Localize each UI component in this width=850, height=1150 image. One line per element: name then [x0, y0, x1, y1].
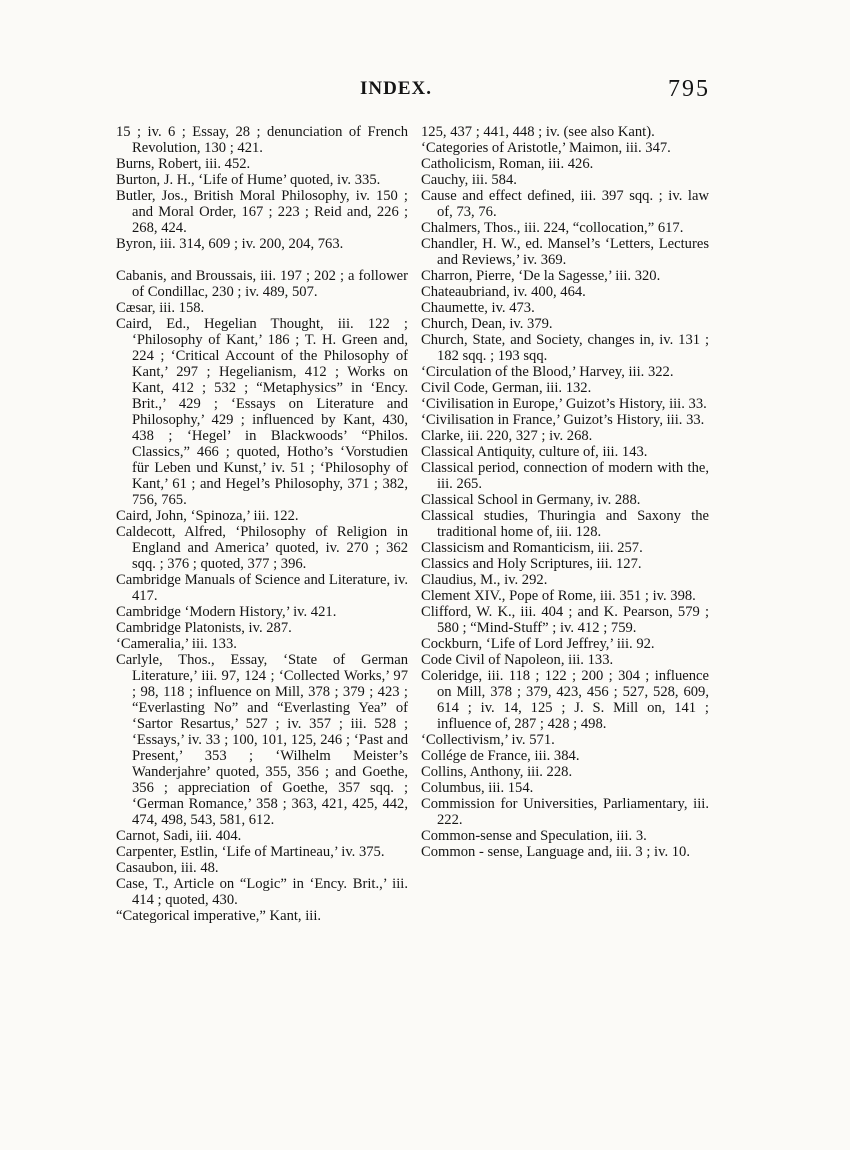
index-entry: Byron, iii. 314, 609 ; iv. 200, 204, 763.	[116, 236, 344, 252]
index-entry: Church, State, and Society, changes in, iv. 131 ; 182 sqq. ; 193 sqq.	[421, 332, 709, 364]
index-entry: Cockburn, ‘Life of Lord Jeffrey,’ iii. 92.	[421, 636, 655, 652]
index-entry: Classicism and Romanticism, iii. 257.	[421, 540, 643, 556]
section-gap	[116, 252, 408, 268]
index-entry: Case, T., Article on “Logic” in ‘Ency. Brit.,’ iii. 414 ; quoted, 430.	[116, 876, 408, 908]
index-entry: ‘Civilisation in France,’ Guizot’s History, iii. 33.	[421, 412, 705, 428]
index-entry: Cambridge Platonists, iv. 287.	[116, 620, 292, 636]
index-entry: Cabanis, and Broussais, iii. 197 ; 202 ; a follower of Condillac, 230 ; iv. 489, 507.	[116, 268, 408, 300]
index-entry: ‘Collectivism,’ iv. 571.	[421, 732, 555, 748]
index-entry: Catholicism, Roman, iii. 426.	[421, 156, 594, 172]
index-entry: Cambridge ‘Modern History,’ iv. 421.	[116, 604, 337, 620]
index-entry: Burns, Robert, iii. 452.	[116, 156, 251, 172]
index-entry: Cæsar, iii. 158.	[116, 300, 205, 316]
index-entry: Commission for Universities, Parliamentary, iii. 222.	[421, 796, 709, 828]
index-entry: ‘Categories of Aristotle,’ Maimon, iii. 347.	[421, 140, 671, 156]
index-entry: Collége de France, iii. 384.	[421, 748, 580, 764]
index-entry: Classical School in Germany, iv. 288.	[421, 492, 641, 508]
index-entry: 125, 437 ; 441, 448 ; iv. (see also Kant).	[421, 124, 655, 140]
page-header	[0, 76, 850, 106]
index-column-left	[116, 124, 408, 924]
index-entry: Common-sense and Speculation, iii. 3.	[421, 828, 647, 844]
index-entry: Code Civil of Napoleon, iii. 133.	[421, 652, 614, 668]
index-entry: Columbus, iii. 154.	[421, 780, 534, 796]
index-entry: Butler, Jos., British Moral Philosophy, iv. 150 ; and Moral Order, 167 ; 223 ; Reid and, 226 ; 268, 424.	[116, 188, 408, 236]
index-entry: Collins, Anthony, iii. 228.	[421, 764, 573, 780]
index-entry: Classical studies, Thuringia and Saxony the traditional home of, iii. 128.	[421, 508, 709, 540]
page-number: 795	[668, 76, 710, 102]
index-entry: Common - sense, Language and, iii. 3 ; iv. 10.	[421, 844, 690, 860]
index-entry: Chateaubriand, iv. 400, 464.	[421, 284, 586, 300]
index-entry: Carlyle, Thos., Essay, ‘State of German Literature,’ iii. 97, 124 ; ‘Collected Works,’ 97 ; 98, 118 ; influence on Mill, 378 ; 379 ; 423 ; “Everlasting No” and “Everlasting Yea” of ‘Sartor Resartus,’ 527 ; iv. 357 ; iii. 528 ; ‘Essays,’ iv. 33 ; 100, 101, 125, 246 ; ‘Past and Present,’ 353 ; ‘Wilhelm Meister’s Wanderjahre’ quoted, 355, 356 ; and Goethe, 356 ; appreciation of Goethe, 357 sqq. ; ‘German Romance,’ 358 ; 363, 421, 425, 442, 474, 498, 543, 581, 612.	[116, 652, 408, 828]
index-entry: Charron, Pierre, ‘De la Sagesse,’ iii. 320.	[421, 268, 661, 284]
index-entry: Cause and effect defined, iii. 397 sqq. ; iv. law of, 73, 76.	[421, 188, 709, 220]
index-entry: Caird, Ed., Hegelian Thought, iii. 122 ; ‘Philosophy of Kant,’ 186 ; T. H. Green and, 224 ; ‘Critical Account of the Philosophy of Kant,’ 297 ; Hegelianism, 412 ; Works on Kant, 412 ; 532 ; “Metaphysics” in ‘Ency. Brit.,’ 429 ; ‘Essays on Literature and Philosophy,’ 429 ; influenced by Kant, 430, 438 ; ‘Hegel’ in Blackwoods’ “Philos. Classics,” 466 ; quoted, Hotho’s ‘Vorstudien für Leben und Kunst,’ iv. 51 ; ‘Philosophy of Kant,’ 61 ; and Hegel’s Philosophy, 371 ; 382, 756, 765.	[116, 316, 408, 508]
index-entry: Caird, John, ‘Spinoza,’ iii. 122.	[116, 508, 299, 524]
index-entry: Casaubon, iii. 48.	[116, 860, 219, 876]
index-entry: 15 ; iv. 6 ; Essay, 28 ; denunciation of French Revolution, 130 ; 421.	[116, 124, 408, 156]
running-title: INDEX.	[360, 78, 432, 99]
index-entry: Church, Dean, iv. 379.	[421, 316, 553, 332]
index-entry: ‘Civilisation in Europe,’ Guizot’s History, iii. 33.	[421, 396, 707, 412]
index-entry: ‘Circulation of the Blood,’ Harvey, iii. 322.	[421, 364, 674, 380]
index-entry: Chalmers, Thos., iii. 224, “collocation,” 617.	[421, 220, 684, 236]
index-entry: Clement XIV., Pope of Rome, iii. 351 ; iv. 398.	[421, 588, 696, 604]
index-entry: Chandler, H. W., ed. Mansel’s ‘Letters, Lectures and Reviews,’ iv. 369.	[421, 236, 709, 268]
index-column-right	[421, 124, 709, 860]
index-entry: Clifford, W. K., iii. 404 ; and K. Pearson, 579 ; 580 ; “Mind-Stuff” ; iv. 412 ; 759.	[421, 604, 709, 636]
index-entry: Caldecott, Alfred, ‘Philosophy of Religion in England and America’ quoted, iv. 270 ; 362 sqq. ; 376 ; quoted, 377 ; 396.	[116, 524, 408, 572]
index-entry: Burton, J. H., ‘Life of Hume’ quoted, iv. 335.	[116, 172, 381, 188]
index-entry: Civil Code, German, iii. 132.	[421, 380, 592, 396]
index-entry: “Categorical imperative,” Kant, iii.	[116, 908, 322, 924]
index-entry: Cauchy, iii. 584.	[421, 172, 517, 188]
index-entry: Carpenter, Estlin, ‘Life of Martineau,’ iv. 375.	[116, 844, 385, 860]
index-entry: ‘Cameralia,’ iii. 133.	[116, 636, 237, 652]
index-entry: Classical Antiquity, culture of, iii. 143.	[421, 444, 648, 460]
index-entry: Chaumette, iv. 473.	[421, 300, 535, 316]
index-entry: Classical period, connection of modern with the, iii. 265.	[421, 460, 709, 492]
index-entry: Carnot, Sadi, iii. 404.	[116, 828, 242, 844]
index-entry: Classics and Holy Scriptures, iii. 127.	[421, 556, 642, 572]
index-entry: Cambridge Manuals of Science and Literature, iv. 417.	[116, 572, 408, 604]
index-entry: Claudius, M., iv. 292.	[421, 572, 548, 588]
index-entry: Coleridge, iii. 118 ; 122 ; 200 ; 304 ; influence on Mill, 378 ; 379, 423, 456 ; 527, 528, 609, 614 ; iv. 14, 125 ; J. S. Mill on, 141 ; influence of, 287 ; 428 ; 498.	[421, 668, 709, 732]
index-entry: Clarke, iii. 220, 327 ; iv. 268.	[421, 428, 593, 444]
